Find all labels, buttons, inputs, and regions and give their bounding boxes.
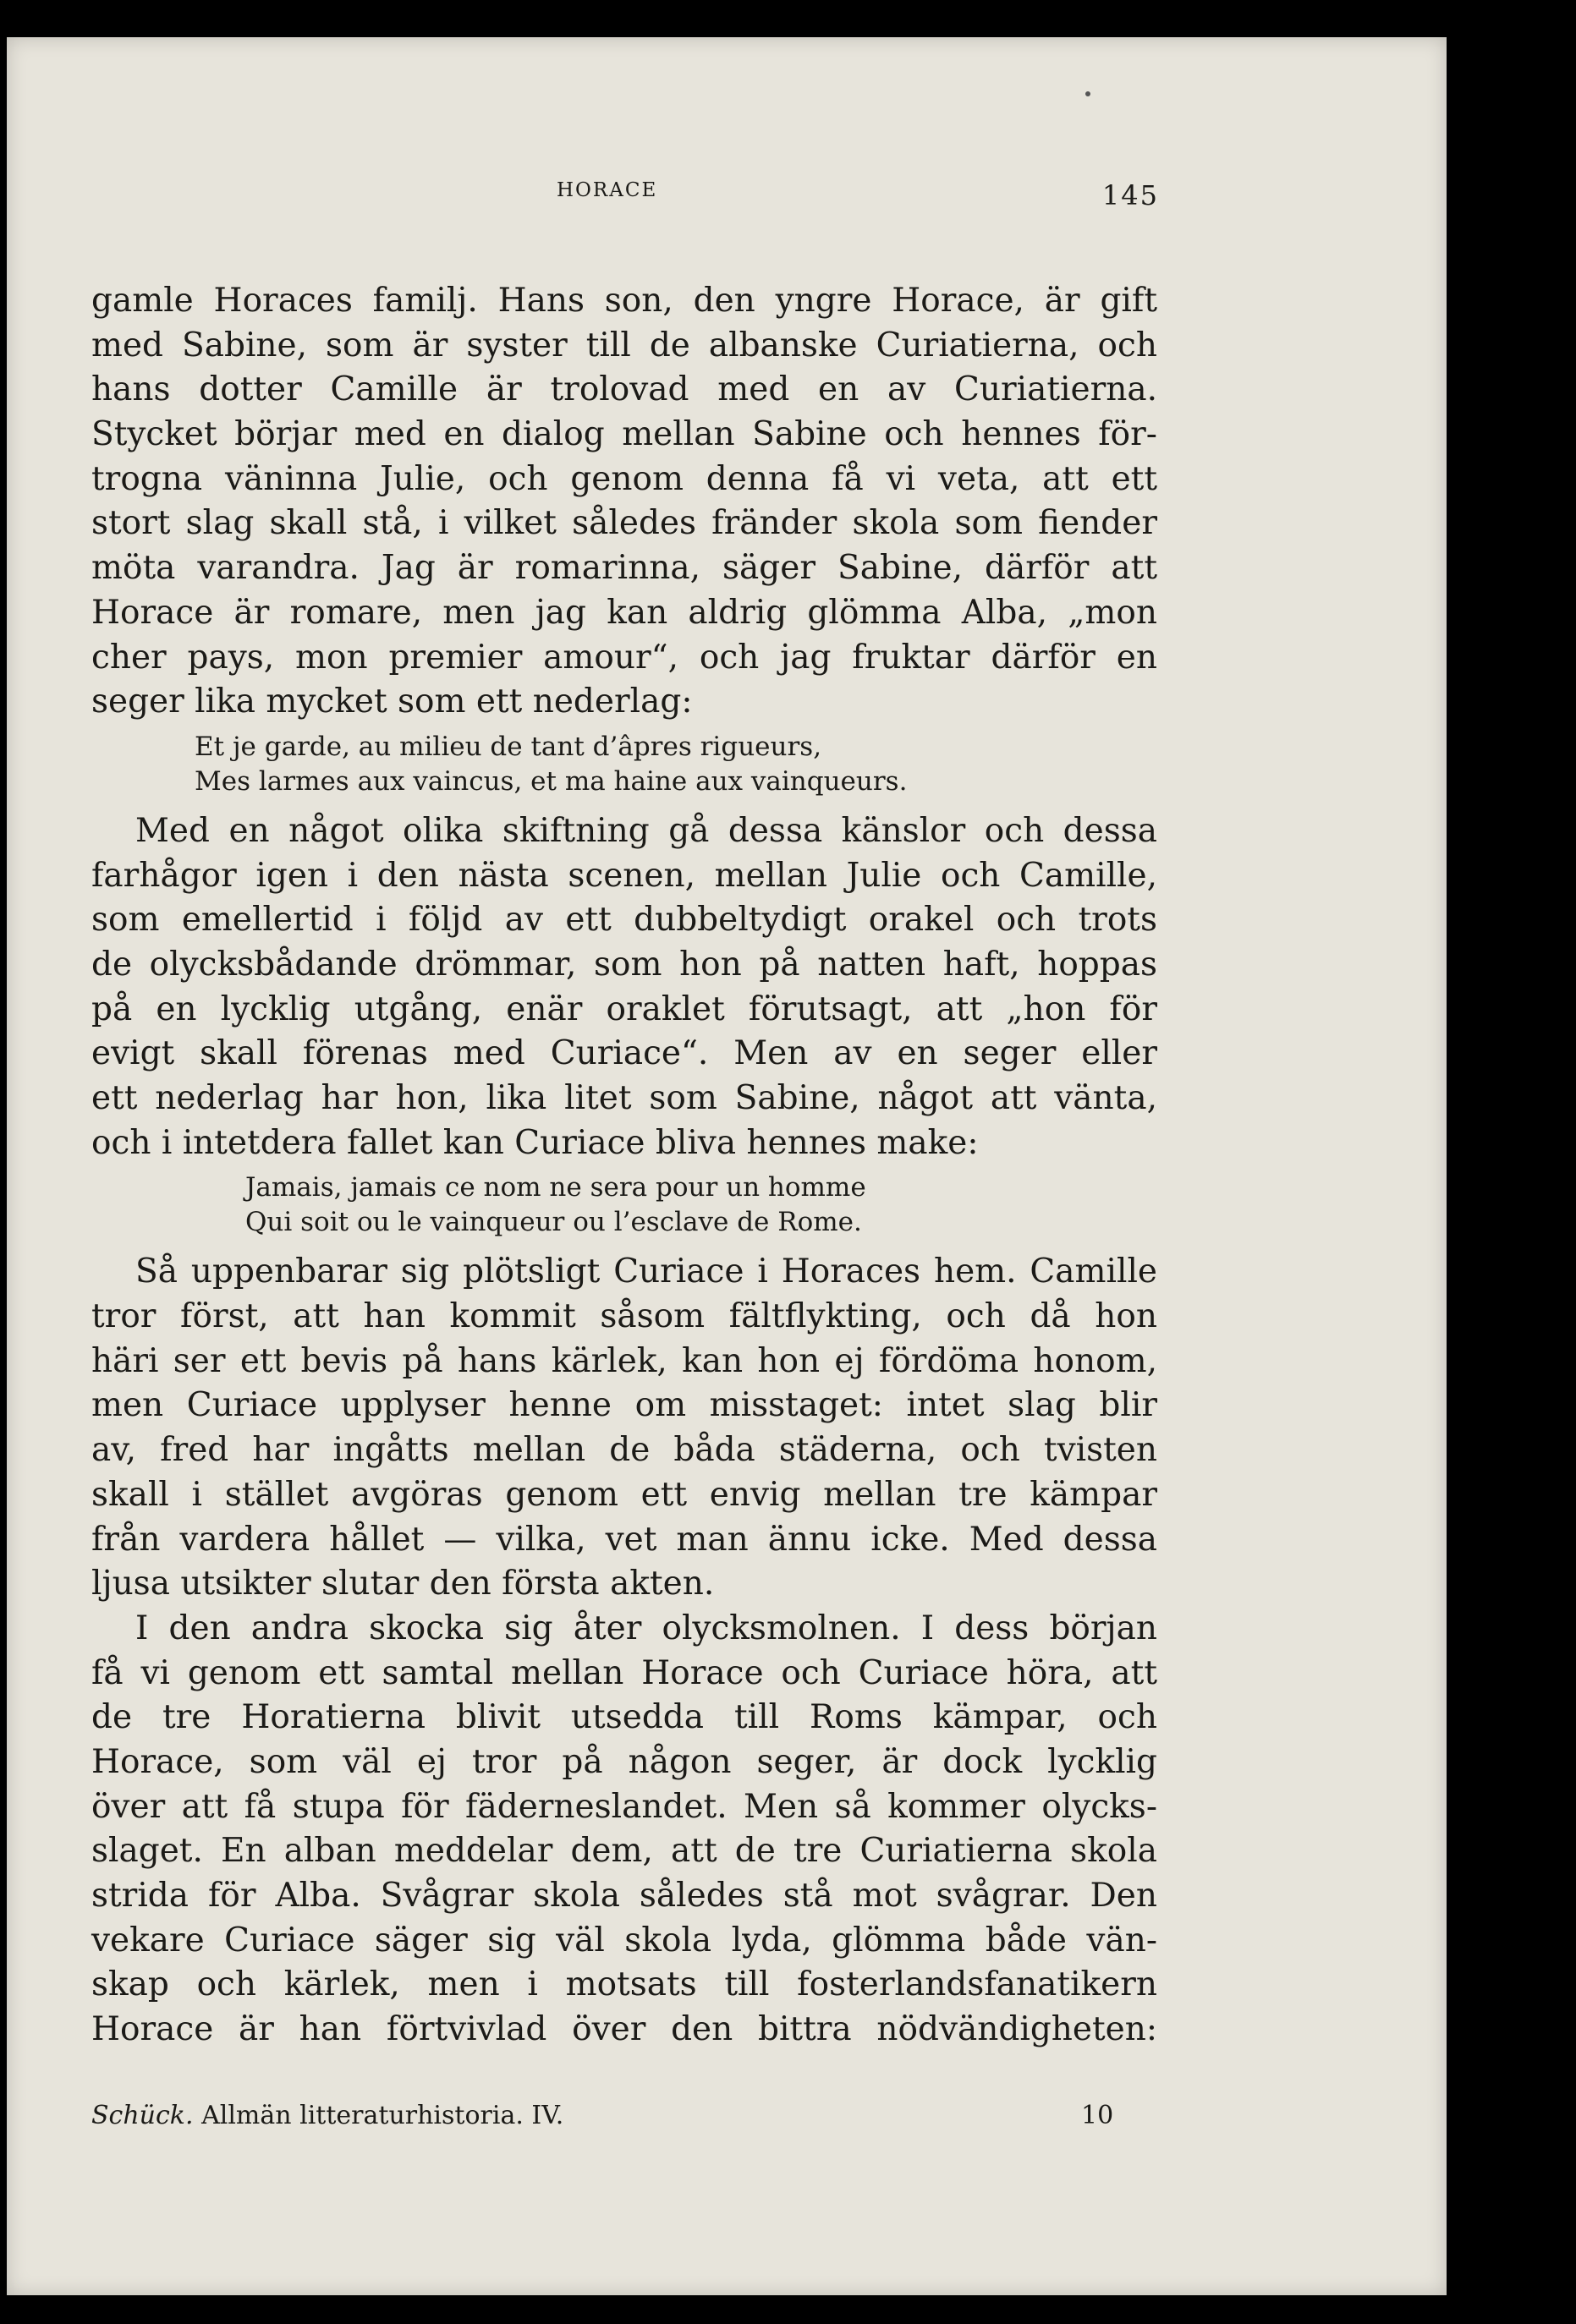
page-footer	[91, 2101, 1157, 2138]
text-line: Horace är han förtvivlad över den bittra nödvändigheten:	[91, 2010, 1157, 2049]
paragraph-2	[91, 809, 1157, 1166]
verse-line: Et je garde, au milieu de tant d’âpres rigueurs,	[195, 731, 822, 762]
text-line: Horace är romare, men jag kan aldrig glömma Alba, „mon	[91, 593, 1157, 632]
running-head-title: HORACE	[557, 179, 658, 201]
text-line: Med en något olika skiftning gå dessa känslor och dessa	[135, 811, 1157, 850]
text-line: på en lycklig utgång, enär oraklet förutsagt, att „hon för	[91, 989, 1157, 1028]
ink-speck	[1085, 91, 1090, 96]
text-line: hans dotter Camille är trolovad med en av Curiatierna.	[91, 370, 1157, 409]
text-line: vekare Curiace säger sig väl skola lyda, glömma både vän-	[91, 1921, 1157, 1960]
paragraph-1	[91, 279, 1157, 725]
verse-quote-1	[91, 730, 1157, 799]
text-line: från vardera hållet — vilka, vet man ännu icke. Med dessa	[91, 1520, 1157, 1559]
text-line: skall i stället avgöras genom ett envig mellan tre kämpar	[91, 1475, 1157, 1514]
text-line: av, fred har ingåtts mellan de båda städerna, och tvisten	[91, 1431, 1157, 1470]
text-line: gamle Horaces familj. Hans son, den yngre Horace, är gift	[91, 282, 1157, 320]
text-line: Stycket börjar med en dialog mellan Sabine och hennes för-	[91, 415, 1157, 454]
verse-line: Qui soit ou le vainqueur ou l’esclave de Rome.	[245, 1207, 862, 1238]
text-line: men Curiace upplyser henne om misstaget: intet slag blir	[91, 1386, 1157, 1425]
book-page	[7, 37, 1447, 2295]
footer-title: Allmän litteraturhistoria. IV.	[201, 2101, 564, 2130]
text-line: de tre Horatierna blivit utsedda till Roms kämpar, och	[91, 1698, 1157, 1737]
text-line: I den andra skocka sig åter olycksmolnen. I dess början	[135, 1609, 1157, 1647]
text-line: farhågor igen i den nästa scenen, mellan Julie och Camille,	[91, 856, 1157, 895]
body-text	[91, 279, 1157, 2053]
text-line: och i intetdera fallet kan Curiace bliva hennes make:	[91, 1123, 979, 1162]
text-line: med Sabine, som är syster till de albanske Curiatierna, och	[91, 326, 1157, 364]
text-line: tror först, att han kommit såsom fältflykting, och då hon	[91, 1297, 1157, 1336]
text-line: cher pays, mon premier amour“, och jag fruktar därför en	[91, 638, 1157, 677]
verse-quote-2	[91, 1170, 1157, 1240]
text-line: Så uppenbarar sig plötsligt Curiace i Horaces hem. Camille	[135, 1252, 1157, 1291]
text-line: slaget. En alban meddelar dem, att de tre Curiatierna skola	[91, 1832, 1157, 1871]
text-line: möta varandra. Jag är romarinna, säger Sabine, därför att	[91, 549, 1157, 588]
running-head	[91, 179, 1159, 213]
text-line: ljusa utsikter slutar den första akten.	[91, 1565, 715, 1603]
footer-author: Schück.	[91, 2101, 194, 2130]
page-number: 145	[1101, 179, 1159, 211]
text-line: Horace, som väl ej tror på någon seger, är dock lycklig	[91, 1742, 1157, 1781]
text-line: stort slag skall stå, i vilket således fränder skola som fiender	[91, 504, 1157, 543]
text-line: evigt skall förenas med Curiace“. Men av en seger eller	[91, 1034, 1157, 1073]
signature-number: 10	[1081, 2101, 1114, 2130]
text-line: över att få stupa för fäderneslandet. Men så kommer olycks-	[91, 1787, 1157, 1826]
text-line: skap och kärlek, men i motsats till fosterlandsfanatikern	[91, 1965, 1157, 2004]
verse-line: Mes larmes aux vaincus, et ma haine aux vainqueurs.	[195, 765, 908, 797]
verse-line: Jamais, jamais ce nom ne sera pour un homme	[245, 1172, 866, 1203]
text-line: som emellertid i följd av ett dubbeltydigt orakel och trots	[91, 901, 1157, 940]
paragraph-3	[91, 1250, 1157, 1607]
text-line: de olycksbådande drömmar, som hon på natten haft, hoppas	[91, 945, 1157, 984]
text-line: strida för Alba. Svågrar skola således stå mot svågrar. Den	[91, 1877, 1157, 1915]
text-line: trogna väninna Julie, och genom denna få vi veta, att ett	[91, 459, 1157, 498]
text-line: seger lika mycket som ett nederlag:	[91, 682, 693, 721]
paragraph-4	[91, 1607, 1157, 2053]
text-line: häri ser ett bevis på hans kärlek, kan hon ej fördöma honom,	[91, 1341, 1157, 1380]
text-line: ett nederlag har hon, lika litet som Sabine, något att vänta,	[91, 1079, 1157, 1117]
text-line: få vi genom ett samtal mellan Horace och Curiace höra, att	[91, 1653, 1157, 1692]
